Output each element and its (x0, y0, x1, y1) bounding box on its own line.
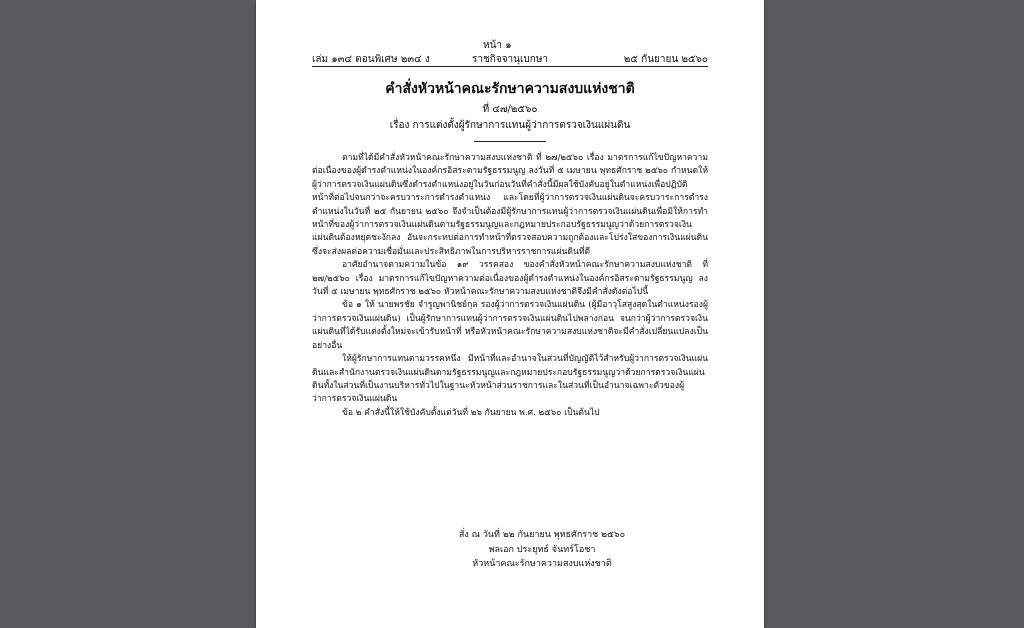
volume-line (312, 52, 708, 66)
volume-issue: เล่ม ๑๓๔ ตอนพิเศษ ๒๓๔ ง (312, 54, 430, 65)
gazette-header (256, 0, 764, 70)
title-divider (474, 141, 546, 142)
signer-position: หัวหน้าคณะรักษาความสงบแห่งชาติ (472, 559, 612, 569)
document-page (256, 0, 764, 628)
page-number: หน้า ๑ (483, 40, 512, 51)
paragraph-clause-2: ข้อ ๒ คำสั่งนี้ให้ใช้บังคับตั้งแต่วันที่ ๒๖ กันยายน พ.ศ. ๒๕๖๐ เป็นต้นไป (342, 407, 600, 418)
signature-block (442, 528, 642, 572)
order-number: ที่ ๔๗/๒๕๖๐ (482, 104, 538, 115)
publication-date: ๒๕ กันยายน ๒๕๖๐ (623, 54, 708, 65)
header-divider (312, 66, 708, 67)
order-subject: เรื่อง การแต่งตั้งผู้รักษาการแทนผู้ว่าการตรวจเงินแผ่นดิน (389, 120, 631, 131)
given-date: สั่ง ณ วันที่ ๒๒ กันยายน พุทธศักราช ๒๕๖๐ (458, 530, 626, 540)
paragraph-authority: อาศัยอำนาจตามความในข้อ ๑๙ วรรคสอง ของคำสั่งหัวหน้าคณะรักษาความสงบแห่งชาติ ที่ ๒๗/๒๕๖๐ เรื่อง มาตรการแก้ไขปัญหาความต่อเนื่องของผู้ดำรงตำแหน่งในองค์กรอิสระตามรัฐธรรมนูญ ลงวันที่ ๕ เมษายน พุทธศักราช ๒๕๖๐ หัวหน้าคณะรักษาความสงบแห่งชาติจึงมีคำสั่งดังต่อไปนี้ (312, 260, 708, 298)
signer-name: พลเอก ประยุทธ์ จันทร์โอชา (488, 544, 596, 555)
paragraph-clause-1-powers: ให้ผู้รักษาการแทนตามวรรคหนึ่ง มีหน้าที่และอำนาจในส่วนที่บัญญัติไว้สำหรับผู้ว่าการตรวจเงินแผ่นดินและสำนักงานตรวจเงินแผ่นดินตามรัฐธรรมนูญและกฎหมายประกอบรัฐธรรมนูญว่าด้วยการตรวจเงินแผ่นดินทั้งในส่วนที่เป็นงานบริหารทั่วไปในฐานะหัวหน้าส่วนราชการและในส่วนที่เป็นอำนาจเฉพาะตัวของผู้ว่าการตรวจเงินแผ่นดิน (312, 354, 708, 405)
paragraph-preamble: ตามที่ได้มีคำสั่งหัวหน้าคณะรักษาความสงบแห่งชาติ ที่ ๒๗/๒๕๖๐ เรื่อง มาตรการแก้ไขปัญหาความต่อเนื่องของผู้ดำรงตำแหน่งในองค์กรอิสระตามรัฐธรรมนูญ ลงวันที่ ๕ เมษายน พุทธศักราช ๒๕๖๐ กำหนดให้ผู้ว่าการตรวจเงินแผ่นดินซึ่งดำรงตำแหน่งอยู่ในวันก่อนวันที่คำสั่งนี้มีผลใช้บังคับอยู่ในตำแหน่งเพื่อปฏิบัติหน้าที่ต่อไปจนกว่าจะครบวาระการดำรงตำแหน่ง และโดยที่ผู้ว่าการตรวจเงินแผ่นดินจะครบวาระการดำรงตำแหน่งในวันที่ ๒๕ กันยายน ๒๕๖๐ จึงจำเป็นต้องมีผู้รักษาการแทนผู้ว่าการตรวจเงินแผ่นดินเพื่อมิให้การทำหน้าที่ของผู้ว่าการตรวจเงินแผ่นดินตามรัฐธรรมนูญและกฎหมายประกอบรัฐธรรมนูญว่าด้วยการตรวจเงินแผ่นดินต้องหยุดชะงักลง อันจะกระทบต่อการทำหน้าที่ตรวจสอบความถูกต้องและโปร่งใสของการเงินแผ่นดิน ซึ่งจะส่งผลต่อความเชื่อมั่นและประสิทธิภาพในการบริหารราชการแผ่นดินที่ดี (312, 153, 708, 257)
order-body (312, 152, 708, 420)
publication-name: ราชกิจจานุเบกษา (472, 54, 549, 65)
order-title-block (312, 80, 708, 142)
order-title: คำสั่งหัวหน้าคณะรักษาความสงบแห่งชาติ (385, 81, 635, 97)
paragraph-clause-1: ข้อ ๑ ให้ นายพรชัย จำรูญพานิชย์กุล รองผู้ว่าการตรวจเงินแผ่นดิน (ผู้มีอาวุโสสูงสุดในตำแหน่งรองผู้ว่าการตรวจเงินแผ่นดิน) เป็นผู้รักษาการแทนผู้ว่าการตรวจเงินแผ่นดินไปพลางก่อน จนกว่าผู้ว่าการตรวจเงินแผ่นดินที่ได้รับแต่งตั้งใหม่จะเข้ารับหน้าที่ หรือหัวหน้าคณะรักษาความสงบแห่งชาติจะมีคำสั่งเปลี่ยนแปลงเป็นอย่างอื่น (312, 300, 708, 351)
